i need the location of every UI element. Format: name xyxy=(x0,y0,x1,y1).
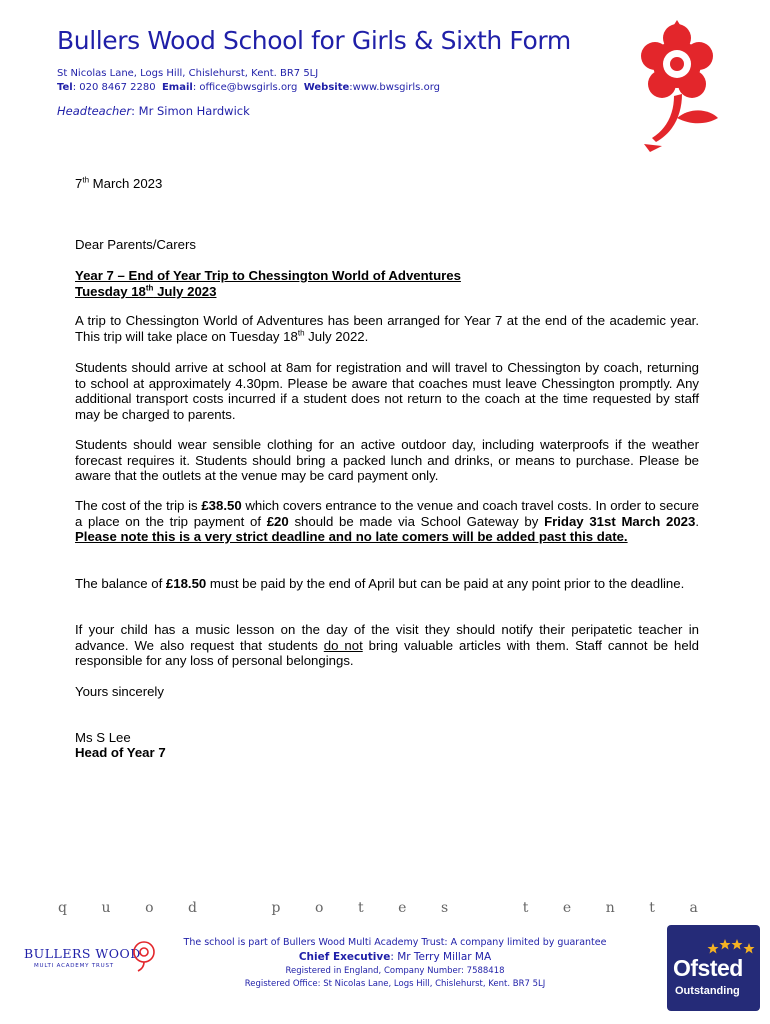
subject-line-1: Year 7 – End of Year Trip to Chessington World of Adventures xyxy=(75,268,461,283)
email-label: Email xyxy=(161,82,193,93)
school-contact xyxy=(57,82,440,93)
headteacher-name: : Mr Simon Hardwick xyxy=(131,104,250,118)
paragraph-clothing: Students should wear sensible clothing for an active outdoor day, including waterproofs if the weather forecast requires it. Students should bring a packed lunch and drinks, or means to purchase. Please be aware that the outlets at the venue may be card payment only. xyxy=(75,437,699,484)
registered-office: Registered Office: St Nicolas Lane, Logs Hill, Chislehurst, Kent. BR7 5LJ xyxy=(244,979,546,989)
signatory-title: Head of Year 7 xyxy=(75,745,166,760)
paragraph-trip: A trip to Chessington World of Adventures has been arranged for Year 7 at the end of the academic year. This trip will take place on Tuesday 18th July 2022. xyxy=(75,313,699,344)
email-link[interactable]: : office@bwsgirls.org xyxy=(192,82,298,93)
closing: Yours sincerely xyxy=(75,684,164,699)
ofsted-rating: Outstanding xyxy=(675,985,740,997)
subject-line-2: Tuesday 18th July 2023 xyxy=(75,283,217,299)
letter-date: 7th March 2023 xyxy=(75,175,163,191)
trust-logo xyxy=(24,938,159,978)
website-label: Website xyxy=(303,82,350,93)
website-link[interactable]: :www.bwsgirls.org xyxy=(349,82,440,93)
trust-logo-name: BULLERS WOOD xyxy=(24,946,141,961)
tel-value: : 020 8467 2280 xyxy=(72,82,156,93)
rose-icon xyxy=(130,938,158,972)
chief-executive: Chief Executive: Mr Terry Millar MA xyxy=(298,951,492,963)
paragraph-cost: The cost of the trip is £38.50 which covers entrance to the venue and coach travel costs. In order to secure a place on the trip payment of £20 should be made via School Gateway by Friday 31st March 2023. Please note this is a very strict deadline and no late comers will be added past this date. xyxy=(75,498,700,545)
paragraph-balance: The balance of £18.50 must be paid by the end of April but can be paid at any point prior to the deadline. xyxy=(75,576,685,591)
tel-label: Tel xyxy=(57,82,73,93)
paragraph-travel: Students should arrive at school at 8am for registration and will travel to Chessington by coach, returning to school at approximately 4.30pm. Please be aware that coaches must leave Chessington promptly. Any additional transport costs incurred if a student does not return to the coach at the time requested by staff may be charged to parents. xyxy=(75,360,699,422)
headteacher xyxy=(57,104,250,118)
headteacher-label: Headteacher xyxy=(57,104,132,118)
trust-logo-sub: MULTI ACADEMY TRUST xyxy=(34,963,114,969)
school-motto: q u o d p o t e s t e n t a xyxy=(58,900,698,916)
salutation: Dear Parents/Carers xyxy=(75,237,196,252)
signatory-name: Ms S Lee xyxy=(75,730,131,745)
registered-number: Registered in England, Company Number: 7588418 xyxy=(285,966,505,976)
ofsted-badge xyxy=(667,925,760,1011)
trust-line: The school is part of Bullers Wood Multi Academy Trust: A company limited by guarantee xyxy=(183,937,607,948)
footer-info xyxy=(180,936,610,991)
paragraph-music: If your child has a music lesson on the day of the visit they should notify their peripatetic teacher in advance. We also request that students do not bring valuable articles with them. Staff cannot be held responsible for any loss of personal belongings. xyxy=(75,622,699,669)
school-name: Bullers Wood School for Girls & Sixth Form xyxy=(57,26,571,55)
ofsted-name: Ofsted xyxy=(673,955,743,981)
tudor-rose-logo-icon xyxy=(622,14,732,154)
school-address: St Nicolas Lane, Logs Hill, Chislehurst, Kent. BR7 5LJ xyxy=(57,68,319,79)
